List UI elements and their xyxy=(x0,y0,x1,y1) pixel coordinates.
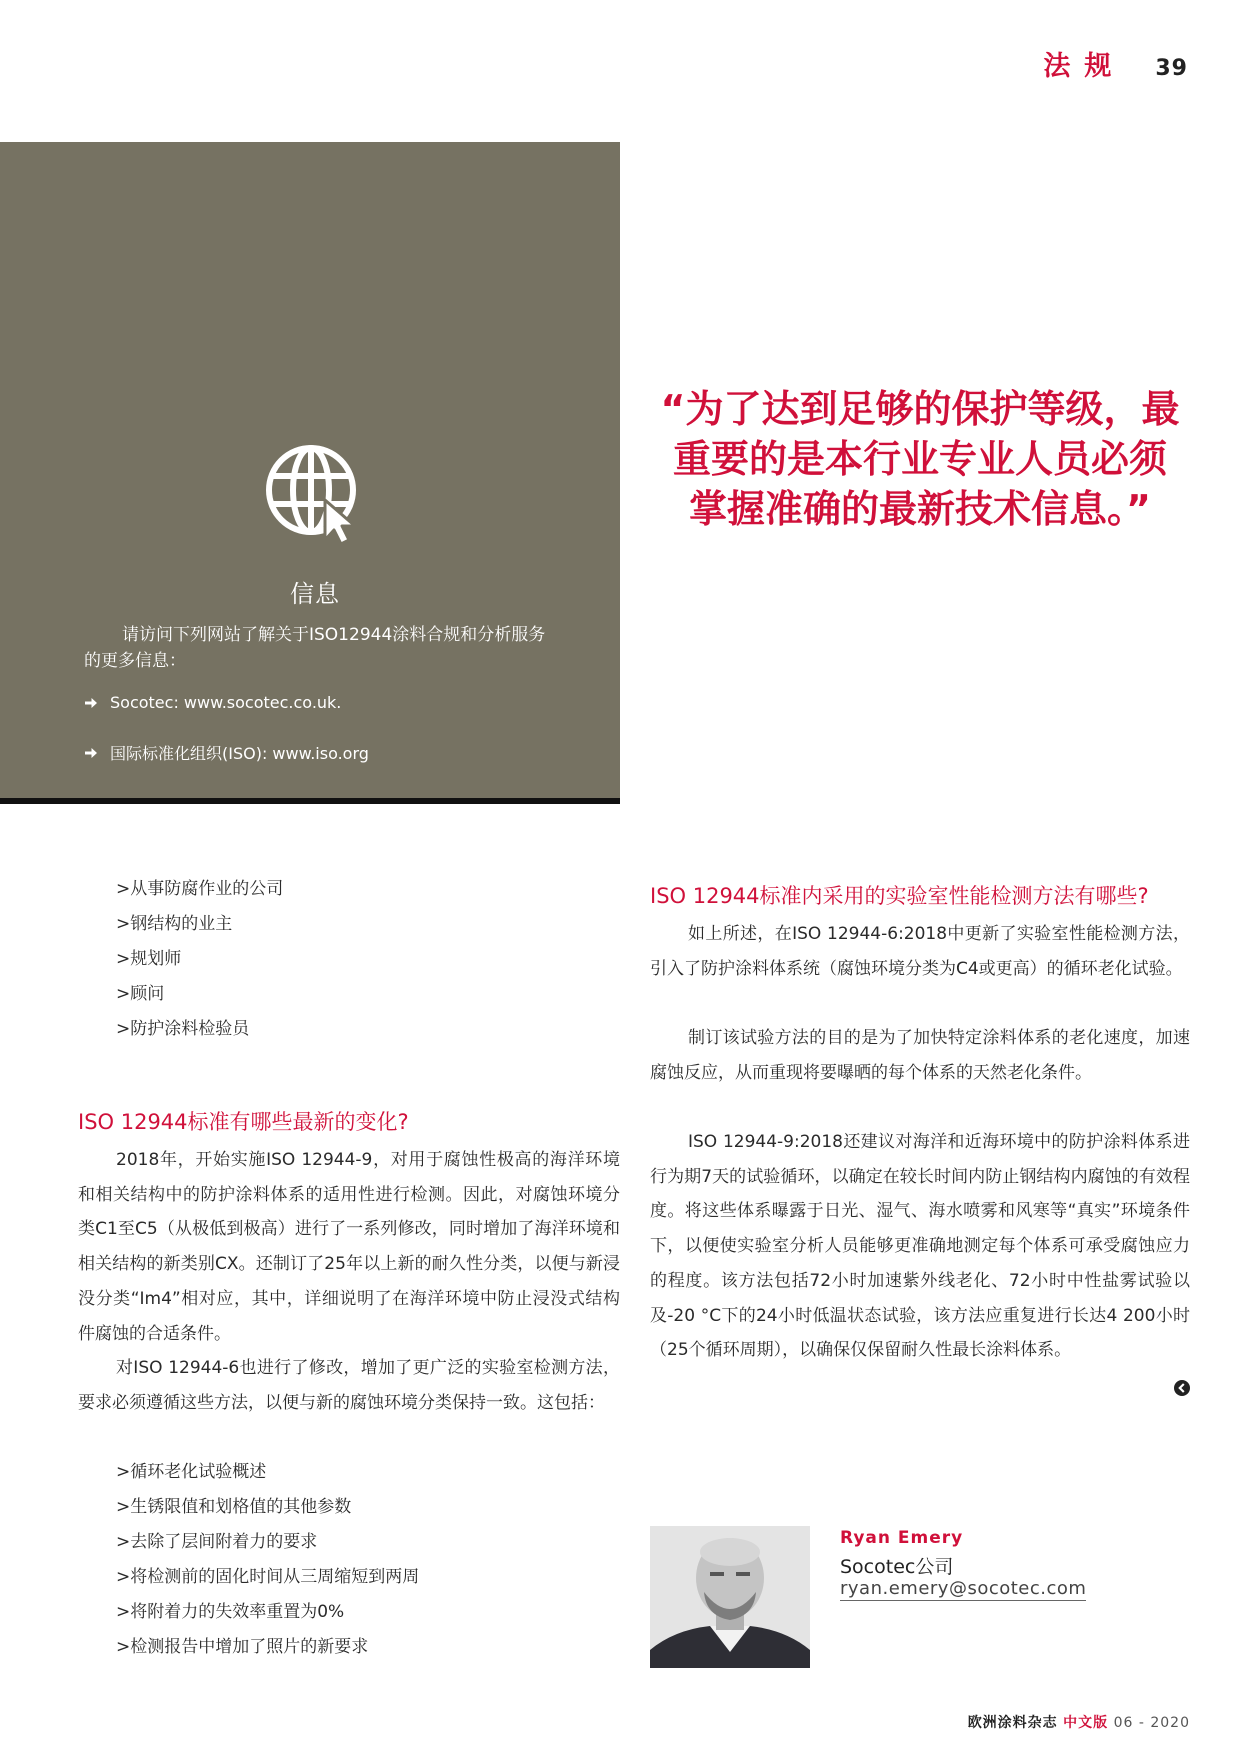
list-item: >将检测前的固化时间从三周缩短到两周 xyxy=(116,1567,420,1587)
author-email-link[interactable]: ryan.emery@socotec.com xyxy=(840,1578,1087,1599)
info-heading: 信息 xyxy=(290,580,340,608)
globe-cursor-icon xyxy=(263,442,367,546)
section-heading-methods: ISO 12944标准内采用的实验室性能检测方法有哪些? xyxy=(650,884,1149,908)
author-name: Ryan Emery xyxy=(840,1528,964,1548)
list-item: >检测报告中增加了照片的新要求 xyxy=(116,1637,369,1657)
paragraph: 如上所述，在ISO 12944-6:2018中更新了实验室性能检测方法，引入了防护涂料体系统（腐蚀环境分类为C4或更高）的循环老化试验。 xyxy=(650,924,1190,979)
list-item: >钢结构的业主 xyxy=(116,914,233,934)
list-item: >防护涂料检验员 xyxy=(116,1019,250,1039)
paragraph: 2018年，开始实施ISO 12944-9，对用于腐蚀性极高的海洋环境和相关结构中的防护涂料体系的适用性进行检测。因此，对腐蚀环境分类C1至C5（从极低到极高）进行了一系列修改，同时增加了海洋环境和相关结构的新类别CX。还制订了25年以上新的耐久性分类，以便与新浸没分类“Im4”相对应，其中，详细说明了在海洋环境中防止浸没式结构件腐蚀的合适条件。 xyxy=(78,1150,620,1344)
info-link-label: 国际标准化组织(ISO): www.iso.org xyxy=(110,744,369,763)
list-item: >将附着力的失效率重置为0% xyxy=(116,1602,345,1622)
info-link-socotec[interactable] xyxy=(84,693,341,712)
info-link-iso[interactable] xyxy=(84,741,369,764)
pull-quote: “为了达到足够的保护等级，最重要的是本行业专业人员必须掌握准确的最新技术信息。” xyxy=(660,387,1180,531)
section-tag: 法规 xyxy=(1043,51,1126,82)
section-heading-changes: ISO 12944标准有哪些最新的变化? xyxy=(78,1110,409,1134)
arrow-right-icon xyxy=(84,746,98,760)
footer-edition: 中文版 xyxy=(1063,1715,1109,1731)
list-item: >循环老化试验概述 xyxy=(116,1462,267,1482)
author-photo xyxy=(650,1526,810,1668)
list-item: >顾问 xyxy=(116,984,165,1004)
paragraph: ISO 12944-9:2018还建议对海洋和近海环境中的防护涂料体系进行为期7天的试验循环，以确定在较长时间内防止钢结构内腐蚀的有效程度。将这些体系曝露于日光、湿气、海水喷雾和风寒等“真实”环境条件下，以便使实验室分析人员能够更准确地测定每个体系可承受腐蚀应力的程度。该方法包括72小时加速紫外线老化、72小时中性盐雾试验以及-20 °C下的24小时低温状态试验，该方法应重复进行长达4 200小时（25个循环周期），以确保仅保留耐久性最长涂料体系。 xyxy=(650,1132,1190,1361)
chevron-left-icon xyxy=(1174,1380,1190,1396)
changes-list xyxy=(116,1455,419,1665)
list-item: >规划师 xyxy=(116,949,182,969)
footer-date: 06 - 2020 xyxy=(1113,1715,1190,1731)
footer-magazine: 欧洲涂料杂志 xyxy=(967,1715,1058,1731)
arrow-right-icon xyxy=(84,696,98,710)
list-item: >去除了层间附着力的要求 xyxy=(116,1532,318,1552)
info-link-label: Socotec: www.socotec.co.uk. xyxy=(110,693,342,712)
author-company: Socotec公司 xyxy=(840,1556,954,1578)
info-text: 请访问下列网站了解关于ISO12944涂料合规和分析服务的更多信息： xyxy=(84,625,546,671)
info-box xyxy=(0,142,620,804)
paragraph: 制订该试验方法的目的是为了加快特定涂料体系的老化速度，加速腐蚀反应，从而重现将要曝晒的每个体系的天然老化条件。 xyxy=(650,1028,1190,1083)
list-item: >生锈限值和划格值的其他参数 xyxy=(116,1497,352,1517)
paragraph: 对ISO 12944-6也进行了修改，增加了更广泛的实验室检测方法，要求必须遵循这些方法，以便与新的腐蚀环境分类保持一致。这包括： xyxy=(78,1358,620,1413)
page-footer xyxy=(968,1712,1190,1732)
audience-list xyxy=(116,872,283,1047)
page-number: 39 xyxy=(1155,56,1188,81)
page-header xyxy=(1043,44,1188,83)
list-item: >从事防腐作业的公司 xyxy=(116,879,284,899)
